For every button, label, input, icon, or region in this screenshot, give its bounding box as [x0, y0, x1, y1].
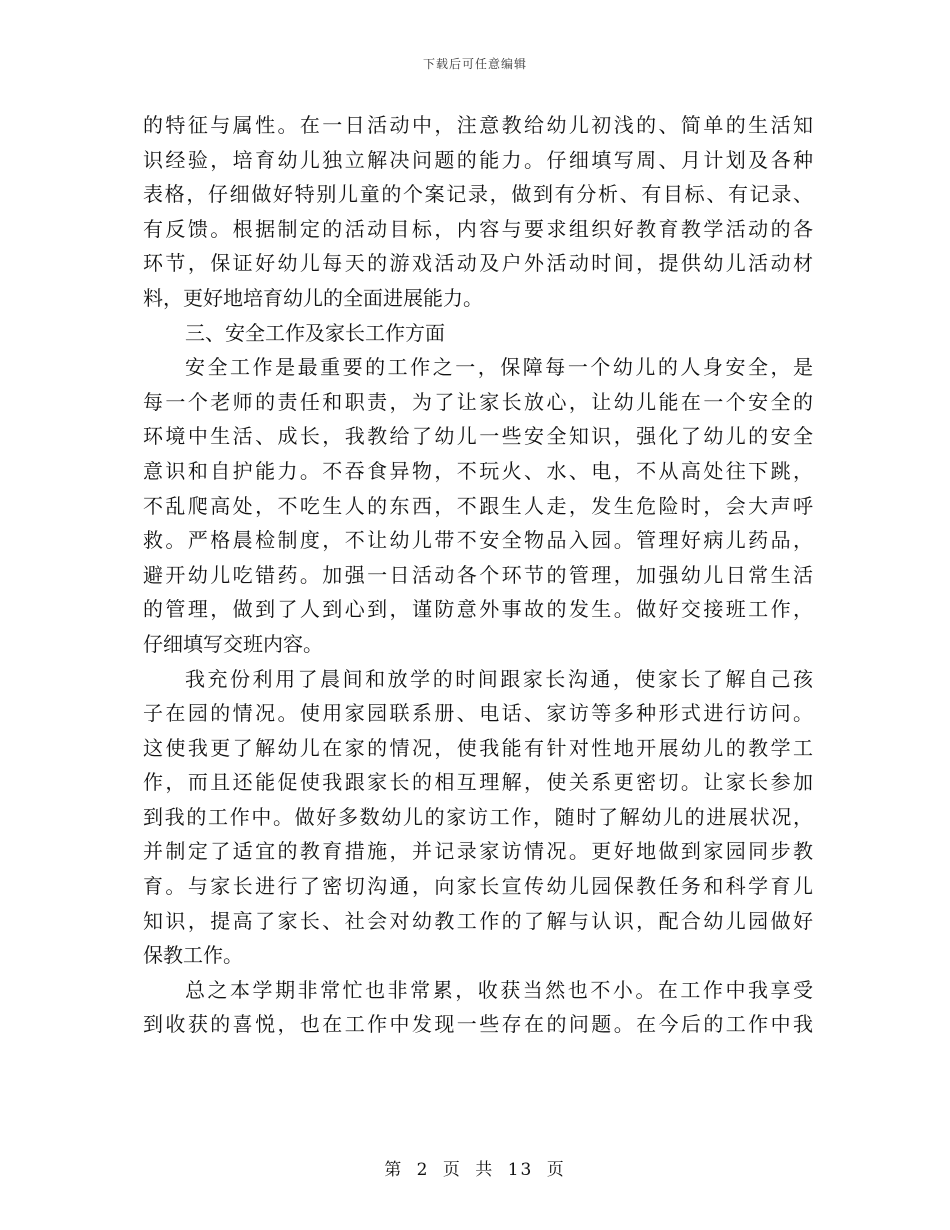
page-footer: 第 2 页 共 13 页: [384, 1160, 566, 1180]
text-line: 安全工作是最重要的工作之一，保障每一个幼儿的人身安全，是: [185, 355, 813, 380]
body-text: [143, 108, 813, 1042]
text-line: 识经验，培育幼儿独立解决问题的能力。仔细填写周、月计划及各种: [143, 147, 813, 172]
text-line: 这使我更了解幼儿在家的情况，使我能有针对性地开展幼儿的教学工: [143, 735, 813, 760]
text-line: 不乱爬高处，不吃生人的东西，不跟生人走，发生危险时，会大声呼: [143, 493, 813, 518]
text-line: 料，更好地培育幼儿的全面进展能力。: [143, 285, 483, 310]
text-line: 环节，保证好幼儿每天的游戏活动及户外活动时间，提供幼儿活动材: [143, 251, 813, 276]
text-line: 救。严格晨检制度，不让幼儿带不安全物品入园。管理好病儿药品，: [143, 528, 813, 553]
text-line: 保教工作。: [143, 943, 243, 968]
text-line: 到我的工作中。做好多数幼儿的家访工作，随时了解幼儿的进展状况，: [143, 804, 813, 829]
text-line: 仔细填写交班内容。: [143, 631, 323, 656]
text-line: 到收获的喜悦，也在工作中发现一些存在的问题。在今后的工作中我: [143, 1012, 813, 1037]
text-line: 知识，提高了家长、社会对幼教工作的了解与认识，配合幼儿园做好: [143, 908, 813, 933]
text-line: 的特征与属性。在一日活动中，注意教给幼儿初浅的、简单的生活知: [143, 113, 813, 137]
page-header: 下载后可任意编辑: [422, 57, 527, 71]
text-line: 每一个老师的责任和职责，为了让家长放心，让幼儿能在一个安全的: [143, 389, 813, 414]
text-line: 总之本学期非常忙也非常累，收获当然也不小。在工作中我享受: [185, 977, 813, 1002]
text-line: 环境中生活、成长，我教给了幼儿一些安全知识，强化了幼儿的安全: [143, 424, 813, 449]
text-line: 表格，仔细做好特别儿童的个案记录，做到有分析、有目标、有记录、: [143, 182, 813, 207]
text-line: 并制定了适宜的教育措施，并记录家访情况。更好地做到家园同步教: [143, 839, 813, 864]
text-line: 作，而且还能促使我跟家长的相互理解，使关系更密切。让家长参加: [143, 770, 813, 795]
text-line: 的管理，做到了人到心到，谨防意外事故的发生。做好交接班工作，: [143, 597, 813, 622]
text-line: 子在园的情况。使用家园联系册、电话、家访等多种形式进行访问。: [143, 701, 813, 726]
text-line: 我充份利用了晨间和放学的时间跟家长沟通，使家长了解自己孩: [185, 666, 813, 691]
text-line: 育。与家长进行了密切沟通，向家长宣传幼儿园保教任务和科学育儿: [143, 874, 813, 899]
text-line: 三、安全工作及家长工作方面: [185, 320, 445, 345]
text-line: 有反馈。根据制定的活动目标，内容与要求组织好教育教学活动的各: [143, 216, 813, 241]
text-line: 避开幼儿吃错药。加强一日活动各个环节的管理，加强幼儿日常生活: [143, 562, 813, 587]
text-line: 意识和自护能力。不吞食异物，不玩火、水、电，不从高处往下跳，: [143, 458, 813, 483]
